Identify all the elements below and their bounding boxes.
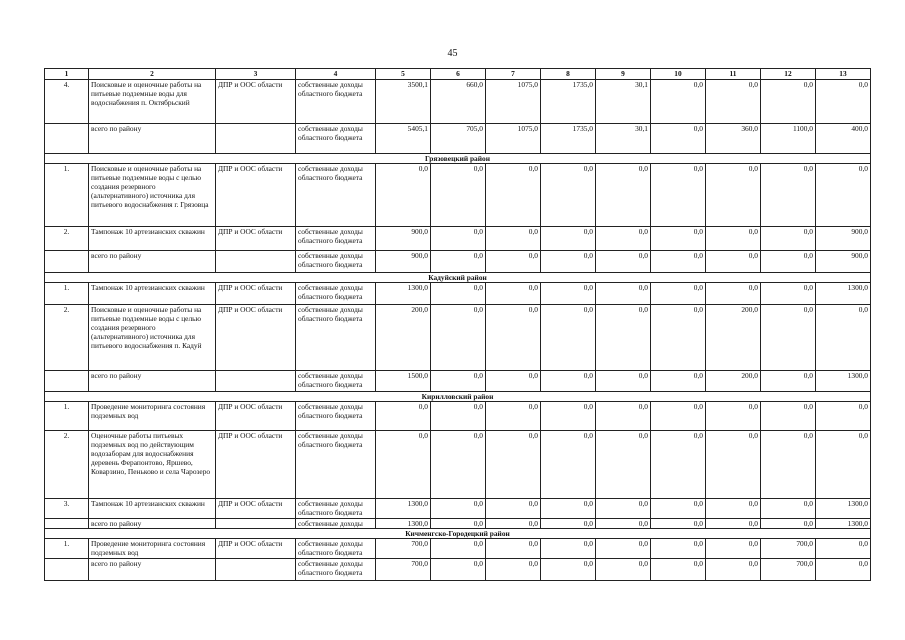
row-number: 1. xyxy=(45,539,89,559)
amount-cell: 0,0 xyxy=(816,164,871,227)
funding-source: собственные доходы областного бюджета xyxy=(296,431,376,499)
executor: ДПР и ООС области xyxy=(216,80,296,124)
row-number xyxy=(45,251,89,273)
amount-cell: 1300,0 xyxy=(816,283,871,305)
executor: ДПР и ООС области xyxy=(216,431,296,499)
executor: ДПР и ООС области xyxy=(216,305,296,371)
amount-cell: 0,0 xyxy=(541,559,596,581)
amount-cell: 0,0 xyxy=(761,283,816,305)
activity-name: Тампонаж 10 артезианских скважин xyxy=(89,227,216,251)
table-row xyxy=(45,80,871,124)
amount-cell: 0,0 xyxy=(486,539,541,559)
table-row xyxy=(45,402,871,431)
amount-cell: 0,0 xyxy=(596,519,651,529)
district-title: Кичменгско-Городецкий район xyxy=(45,529,871,539)
amount-cell: 400,0 xyxy=(816,124,871,154)
amount-cell: 1735,0 xyxy=(541,124,596,154)
amount-cell: 0,0 xyxy=(431,164,486,227)
row-number: 1. xyxy=(45,164,89,227)
amount-cell: 0,0 xyxy=(486,283,541,305)
amount-cell: 1500,0 xyxy=(376,371,431,392)
amount-cell: 0,0 xyxy=(651,80,706,124)
amount-cell: 0,0 xyxy=(761,371,816,392)
executor xyxy=(216,559,296,581)
amount-cell: 0,0 xyxy=(706,283,761,305)
executor xyxy=(216,519,296,529)
amount-cell: 0,0 xyxy=(651,164,706,227)
table-row xyxy=(45,559,871,581)
funding-source: собственные доходы xyxy=(296,519,376,529)
amount-cell: 0,0 xyxy=(651,227,706,251)
table-row xyxy=(45,499,871,519)
executor xyxy=(216,371,296,392)
district-row xyxy=(45,392,871,402)
table-row xyxy=(45,164,871,227)
amount-cell: 0,0 xyxy=(816,80,871,124)
amount-cell: 0,0 xyxy=(486,402,541,431)
row-number: 1. xyxy=(45,283,89,305)
amount-cell: 1735,0 xyxy=(541,80,596,124)
amount-cell: 0,0 xyxy=(761,402,816,431)
column-header: 13 xyxy=(816,69,871,80)
district-row xyxy=(45,529,871,539)
amount-cell: 0,0 xyxy=(596,251,651,273)
amount-cell: 0,0 xyxy=(541,539,596,559)
district-title: Кадуйский район xyxy=(45,273,871,283)
amount-cell: 0,0 xyxy=(486,227,541,251)
amount-cell: 700,0 xyxy=(761,539,816,559)
column-header: 4 xyxy=(296,69,376,80)
amount-cell: 0,0 xyxy=(651,371,706,392)
amount-cell: 0,0 xyxy=(596,402,651,431)
amount-cell: 0,0 xyxy=(596,283,651,305)
amount-cell: 0,0 xyxy=(541,251,596,273)
amount-cell: 200,0 xyxy=(706,371,761,392)
amount-cell: 0,0 xyxy=(651,402,706,431)
amount-cell: 0,0 xyxy=(651,499,706,519)
amount-cell: 0,0 xyxy=(431,499,486,519)
funding-source: собственные доходы областного бюджета xyxy=(296,402,376,431)
amount-cell: 0,0 xyxy=(706,559,761,581)
table-row xyxy=(45,305,871,371)
amount-cell: 1300,0 xyxy=(816,371,871,392)
funding-source: собственные доходы областного бюджета xyxy=(296,283,376,305)
amount-cell: 0,0 xyxy=(541,519,596,529)
amount-cell: 1300,0 xyxy=(816,519,871,529)
amount-cell: 200,0 xyxy=(376,305,431,371)
amount-cell: 0,0 xyxy=(651,251,706,273)
table-row xyxy=(45,251,871,273)
row-number: 3. xyxy=(45,499,89,519)
amount-cell: 0,0 xyxy=(596,164,651,227)
amount-cell: 0,0 xyxy=(431,402,486,431)
activity-name: Поисковые и оценочные работы на питьевые подземные воды для водоснабжения п. Октябрьский xyxy=(89,80,216,124)
amount-cell: 0,0 xyxy=(541,431,596,499)
funding-source: собственные доходы областного бюджета xyxy=(296,499,376,519)
amount-cell: 30,1 xyxy=(596,80,651,124)
amount-cell: 0,0 xyxy=(431,431,486,499)
amount-cell: 0,0 xyxy=(596,227,651,251)
amount-cell: 0,0 xyxy=(486,499,541,519)
funding-source: собственные доходы областного бюджета xyxy=(296,227,376,251)
amount-cell: 0,0 xyxy=(541,283,596,305)
amount-cell: 0,0 xyxy=(706,251,761,273)
amount-cell: 0,0 xyxy=(486,164,541,227)
column-header: 9 xyxy=(596,69,651,80)
funding-source: собственные доходы областного бюджета xyxy=(296,305,376,371)
row-number: 2. xyxy=(45,227,89,251)
column-header: 8 xyxy=(541,69,596,80)
amount-cell: 1300,0 xyxy=(376,283,431,305)
activity-name: всего по району xyxy=(89,559,216,581)
amount-cell: 1300,0 xyxy=(816,499,871,519)
amount-cell: 0,0 xyxy=(761,227,816,251)
amount-cell: 0,0 xyxy=(596,499,651,519)
amount-cell: 0,0 xyxy=(541,371,596,392)
amount-cell: 0,0 xyxy=(651,305,706,371)
district-title: Кирилловский район xyxy=(45,392,871,402)
amount-cell: 0,0 xyxy=(541,402,596,431)
activity-name: Проведение мониторинга состояния подземных вод xyxy=(89,402,216,431)
column-header: 10 xyxy=(651,69,706,80)
amount-cell: 0,0 xyxy=(761,80,816,124)
amount-cell: 0,0 xyxy=(706,402,761,431)
funding-source: собственные доходы областного бюджета xyxy=(296,251,376,273)
funding-source: собственные доходы областного бюджета xyxy=(296,80,376,124)
executor: ДПР и ООС области xyxy=(216,499,296,519)
activity-name: Оценочные работы питьевых подземных вод по действующим водозаборам для водоснабжения деревень Ферапонтово, Яршево, Коварзино, Пеньково и села Чарозеро xyxy=(89,431,216,499)
amount-cell: 30,1 xyxy=(596,124,651,154)
amount-cell: 0,0 xyxy=(431,227,486,251)
header-row xyxy=(45,69,871,80)
amount-cell: 0,0 xyxy=(706,80,761,124)
column-header: 3 xyxy=(216,69,296,80)
amount-cell: 0,0 xyxy=(431,283,486,305)
amount-cell: 0,0 xyxy=(376,164,431,227)
amount-cell: 0,0 xyxy=(376,402,431,431)
funding-source: собственные доходы областного бюджета xyxy=(296,164,376,227)
activity-name: всего по району xyxy=(89,124,216,154)
amount-cell: 0,0 xyxy=(651,124,706,154)
table-row xyxy=(45,124,871,154)
amount-cell: 0,0 xyxy=(706,164,761,227)
amount-cell: 700,0 xyxy=(376,539,431,559)
amount-cell: 0,0 xyxy=(596,559,651,581)
amount-cell: 0,0 xyxy=(486,431,541,499)
amount-cell: 0,0 xyxy=(761,305,816,371)
amount-cell: 200,0 xyxy=(706,305,761,371)
row-number xyxy=(45,371,89,392)
amount-cell: 700,0 xyxy=(761,559,816,581)
table-row xyxy=(45,283,871,305)
activity-name: всего по району xyxy=(89,251,216,273)
amount-cell: 0,0 xyxy=(376,431,431,499)
amount-cell: 0,0 xyxy=(651,431,706,499)
table-row xyxy=(45,519,871,529)
row-number: 1. xyxy=(45,402,89,431)
column-header: 12 xyxy=(761,69,816,80)
amount-cell: 900,0 xyxy=(816,227,871,251)
amount-cell: 0,0 xyxy=(651,519,706,529)
row-number xyxy=(45,519,89,529)
budget-table xyxy=(44,68,871,581)
column-header: 1 xyxy=(45,69,89,80)
amount-cell: 0,0 xyxy=(431,371,486,392)
funding-source: собственные доходы областного бюджета xyxy=(296,559,376,581)
amount-cell: 0,0 xyxy=(706,539,761,559)
executor xyxy=(216,251,296,273)
column-header: 6 xyxy=(431,69,486,80)
amount-cell: 0,0 xyxy=(761,431,816,499)
amount-cell: 0,0 xyxy=(431,559,486,581)
amount-cell: 0,0 xyxy=(486,519,541,529)
amount-cell: 0,0 xyxy=(596,305,651,371)
amount-cell: 1300,0 xyxy=(376,519,431,529)
column-header: 5 xyxy=(376,69,431,80)
amount-cell: 0,0 xyxy=(431,305,486,371)
amount-cell: 0,0 xyxy=(816,402,871,431)
amount-cell: 0,0 xyxy=(816,539,871,559)
column-header: 11 xyxy=(706,69,761,80)
district-row xyxy=(45,273,871,283)
amount-cell: 900,0 xyxy=(376,227,431,251)
amount-cell: 0,0 xyxy=(486,559,541,581)
amount-cell: 0,0 xyxy=(816,305,871,371)
amount-cell: 0,0 xyxy=(486,251,541,273)
amount-cell: 1075,0 xyxy=(486,124,541,154)
row-number: 2. xyxy=(45,305,89,371)
activity-name: Тампонаж 10 артезианских скважин xyxy=(89,283,216,305)
column-header: 7 xyxy=(486,69,541,80)
amount-cell: 0,0 xyxy=(541,305,596,371)
funding-source: собственные доходы областного бюджета xyxy=(296,124,376,154)
table-body xyxy=(45,69,871,581)
amount-cell: 0,0 xyxy=(431,539,486,559)
amount-cell: 0,0 xyxy=(596,539,651,559)
amount-cell: 0,0 xyxy=(541,227,596,251)
amount-cell: 0,0 xyxy=(761,251,816,273)
activity-name: Проведение мониторинга состояния подземных вод xyxy=(89,539,216,559)
district-row xyxy=(45,154,871,164)
amount-cell: 1100,0 xyxy=(761,124,816,154)
district-title: Грязовецкий район xyxy=(45,154,871,164)
amount-cell: 900,0 xyxy=(816,251,871,273)
amount-cell: 0,0 xyxy=(486,371,541,392)
page-number: 45 xyxy=(447,48,458,59)
amount-cell: 360,0 xyxy=(706,124,761,154)
amount-cell: 0,0 xyxy=(651,283,706,305)
amount-cell: 705,0 xyxy=(431,124,486,154)
table-row xyxy=(45,371,871,392)
amount-cell: 660,0 xyxy=(431,80,486,124)
executor: ДПР и ООС области xyxy=(216,402,296,431)
executor: ДПР и ООС области xyxy=(216,227,296,251)
row-number xyxy=(45,124,89,154)
table-row xyxy=(45,227,871,251)
executor: ДПР и ООС области xyxy=(216,539,296,559)
amount-cell: 900,0 xyxy=(376,251,431,273)
executor: ДПР и ООС области xyxy=(216,283,296,305)
amount-cell: 0,0 xyxy=(651,559,706,581)
amount-cell: 0,0 xyxy=(706,431,761,499)
executor: ДПР и ООС области xyxy=(216,164,296,227)
amount-cell: 0,0 xyxy=(761,164,816,227)
activity-name: Тампонаж 10 артезианских скважин xyxy=(89,499,216,519)
amount-cell: 0,0 xyxy=(486,305,541,371)
amount-cell: 0,0 xyxy=(541,164,596,227)
amount-cell: 1300,0 xyxy=(376,499,431,519)
activity-name: Поисковые и оценочные работы на питьевые подземные воды с целью создания резервного (альтернативного) источника для питьевого водоснабжения г. Грязовца xyxy=(89,164,216,227)
amount-cell: 0,0 xyxy=(596,431,651,499)
amount-cell: 0,0 xyxy=(706,499,761,519)
amount-cell: 0,0 xyxy=(706,227,761,251)
amount-cell: 700,0 xyxy=(376,559,431,581)
amount-cell: 0,0 xyxy=(816,559,871,581)
activity-name: Поисковые и оценочные работы на питьевые подземные воды с целью создания резервного (альтернативного) источника для питьевого водоснабжения п. Кадуй xyxy=(89,305,216,371)
amount-cell: 3500,1 xyxy=(376,80,431,124)
amount-cell: 1075,0 xyxy=(486,80,541,124)
row-number: 2. xyxy=(45,431,89,499)
amount-cell: 0,0 xyxy=(816,431,871,499)
executor xyxy=(216,124,296,154)
activity-name: всего по району xyxy=(89,371,216,392)
amount-cell: 0,0 xyxy=(431,519,486,529)
amount-cell: 0,0 xyxy=(596,371,651,392)
row-number xyxy=(45,559,89,581)
funding-source: собственные доходы областного бюджета xyxy=(296,371,376,392)
amount-cell: 0,0 xyxy=(541,499,596,519)
table-row xyxy=(45,431,871,499)
column-header: 2 xyxy=(89,69,216,80)
funding-source: собственные доходы областного бюджета xyxy=(296,539,376,559)
amount-cell: 0,0 xyxy=(761,499,816,519)
amount-cell: 5405,1 xyxy=(376,124,431,154)
amount-cell: 0,0 xyxy=(761,519,816,529)
amount-cell: 0,0 xyxy=(431,251,486,273)
amount-cell: 0,0 xyxy=(651,539,706,559)
table-row xyxy=(45,539,871,559)
amount-cell: 0,0 xyxy=(706,519,761,529)
row-number: 4. xyxy=(45,80,89,124)
activity-name: всего по району xyxy=(89,519,216,529)
